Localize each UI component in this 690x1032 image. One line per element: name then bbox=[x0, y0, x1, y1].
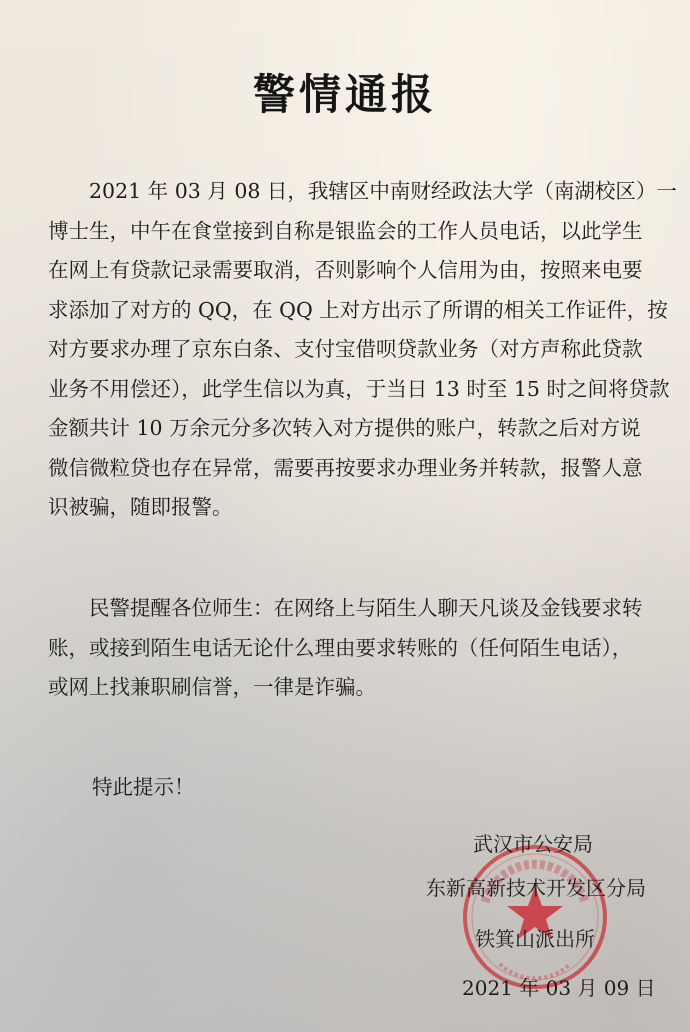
paragraph-line: 或网上找兼职刷信誉，一律是诈骗。 bbox=[48, 675, 376, 699]
signature-branch: 东新高新技术开发区分局 bbox=[426, 876, 646, 900]
paragraph-line: 民警提醒各位师生：在网络上与陌生人聊天凡谈及金钱要求转 bbox=[48, 596, 643, 620]
notice-title: 警情通报 bbox=[252, 70, 437, 119]
signature-station: 铁箕山派出所 bbox=[475, 927, 595, 951]
paragraph-line: 识被骗，随即报警。 bbox=[48, 495, 233, 519]
paragraph-line: 在网上有贷款记录需要取消，否则影响个人信用为由，按照来电要 bbox=[48, 258, 643, 282]
paragraph-line: 求添加了对方的 QQ，在 QQ 上对方出示了所谓的相关工作证件，按 bbox=[48, 297, 668, 322]
incident-paragraph bbox=[48, 172, 677, 528]
signature-date: 2021 年 03 月 09 日 bbox=[462, 976, 656, 1000]
closing-text: 特此提示！ bbox=[92, 775, 195, 799]
paragraph-line: 博士生，中午在食堂接到自称是银监会的工作人员电话，以此学生 bbox=[48, 218, 643, 243]
paragraph-line: 微信微粒贷也存在异常，需要再按要求办理业务并转款，报警人意 bbox=[48, 455, 643, 480]
paragraph-line: 业务不用偿还），此学生信以为真，于当日 13 时至 15 时之间将贷款 bbox=[48, 376, 670, 401]
paragraph-line: 2021 年 03 月 08 日，我辖区中南财经政法大学（南湖校区）一 bbox=[48, 179, 677, 203]
official-seal-icon bbox=[460, 842, 610, 992]
paragraph-line: 对方要求办理了京东白条、支付宝借呗贷款业务（对方声称此贷款 bbox=[48, 337, 643, 361]
paragraph-line: 账，或接到陌生电话无论什么理由要求转账的（任何陌生电话）， bbox=[48, 635, 633, 660]
paragraph-line: 金额共计 10 万余元分多次转入对方提供的账户，转款之后对方说 bbox=[48, 416, 641, 440]
signature-bureau: 武汉市公安局 bbox=[473, 832, 593, 856]
warning-paragraph bbox=[48, 589, 664, 708]
